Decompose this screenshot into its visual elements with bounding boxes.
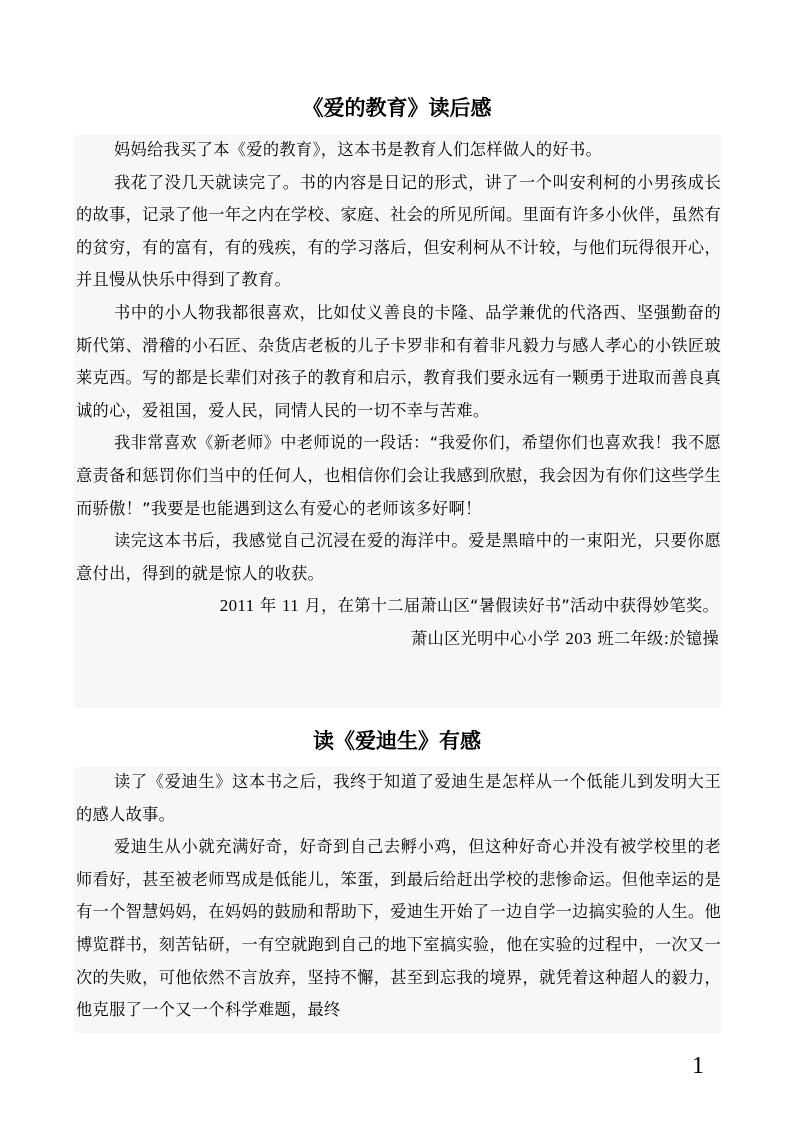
essay1-paragraph: 书中的小人物我都很喜欢，比如仗义善良的卡隆、品学兼优的代洛西、坚强勤奋的斯代第、滑稽的小石匠、杂货店老板的儿子卡罗非和有着非凡毅力与感人孝心的小铁匠玻莱克西。写的都是长辈们对孩子的教育和启示，教育我们要永远有一颗勇于进取而善良真诚的心，爱祖国，爱人民，同情人民的一切不幸与苦难。	[76, 302, 721, 420]
page-number: 1	[692, 1053, 704, 1079]
award-year-unit: 年	[260, 596, 277, 616]
essay2-body	[74, 767, 721, 1033]
author-class-name: 班二年级:於镱操	[597, 628, 719, 648]
essay1-paragraph: 读完这本书后，我感觉自己沉浸在爱的海洋中。爱是黑暗中的一束阳光，只要你愿意付出，得到的就是惊人的收获。	[76, 531, 721, 583]
author-class-number: 203	[565, 628, 592, 648]
essay1-title: 《爱的教育》读后感	[302, 96, 492, 120]
author-school: 萧山区光明中心小学	[411, 628, 560, 648]
essay1-paragraph: 我非常喜欢《新老师》中老师说的一段话：“我爱你们，希望你们也喜欢我！我不愿意责备和惩罚你们当中的任何人，也相信你们会让我感到欣慰，我会因为有你们这些学生而骄傲！”我要是也能遇到这么有爱心的老师该多好啊！	[76, 433, 721, 518]
essay2-paragraph: 爱迪生从小就充满好奇，好奇到自己去孵小鸡，但这种好奇心并没有被学校里的老师看好，甚至被老师骂成是低能儿，笨蛋，到最后给赶出学校的悲惨命运。但他幸运的是有一个智慧妈妈，在妈妈的鼓励和帮助下，爱迪生开始了一边自学一边搞实验的人生。他博览群书，刻苦钻研，一有空就跑到自己的地下室搞实验，他在实验的过程中，一次又一次的失败，可他依然不言放弃，坚持不懈，甚至到忘我的境界，就凭着这种超人的毅力，他克服了一个又一个科学难题，最终	[76, 837, 721, 1020]
author-line	[74, 623, 721, 656]
award-line	[74, 590, 721, 623]
award-month: 11	[282, 596, 300, 616]
award-year: 2011	[219, 596, 255, 616]
essay1-paragraph: 我花了没几天就读完了。书的内容是日记的形式，讲了一个叫安利柯的小男孩成长的故事，记录了他一年之内在学校、家庭、社会的所见所闻。里面有许多小伙伴，虽然有的贫穷，有的富有，有的残疾，有的学习落后，但安利柯从不计较，与他们玩得很开心，并且慢从快乐中得到了教育。	[76, 172, 721, 290]
essay2-title: 读《爱迪生》有感	[313, 729, 481, 753]
essay1-body	[74, 135, 721, 708]
award-text: 月，在第十二届萧山区“暑假读好书”活动中获得妙笔奖。	[304, 596, 719, 616]
essay1-paragraph: 妈妈给我买了本《爱的教育》，这本书是教育人们怎样做人的好书。	[114, 140, 603, 159]
essay2-paragraph: 读了《爱迪生》这本书之后，我终于知道了爱迪生是怎样从一个低能儿到发明大王的感人故事。	[76, 772, 721, 824]
